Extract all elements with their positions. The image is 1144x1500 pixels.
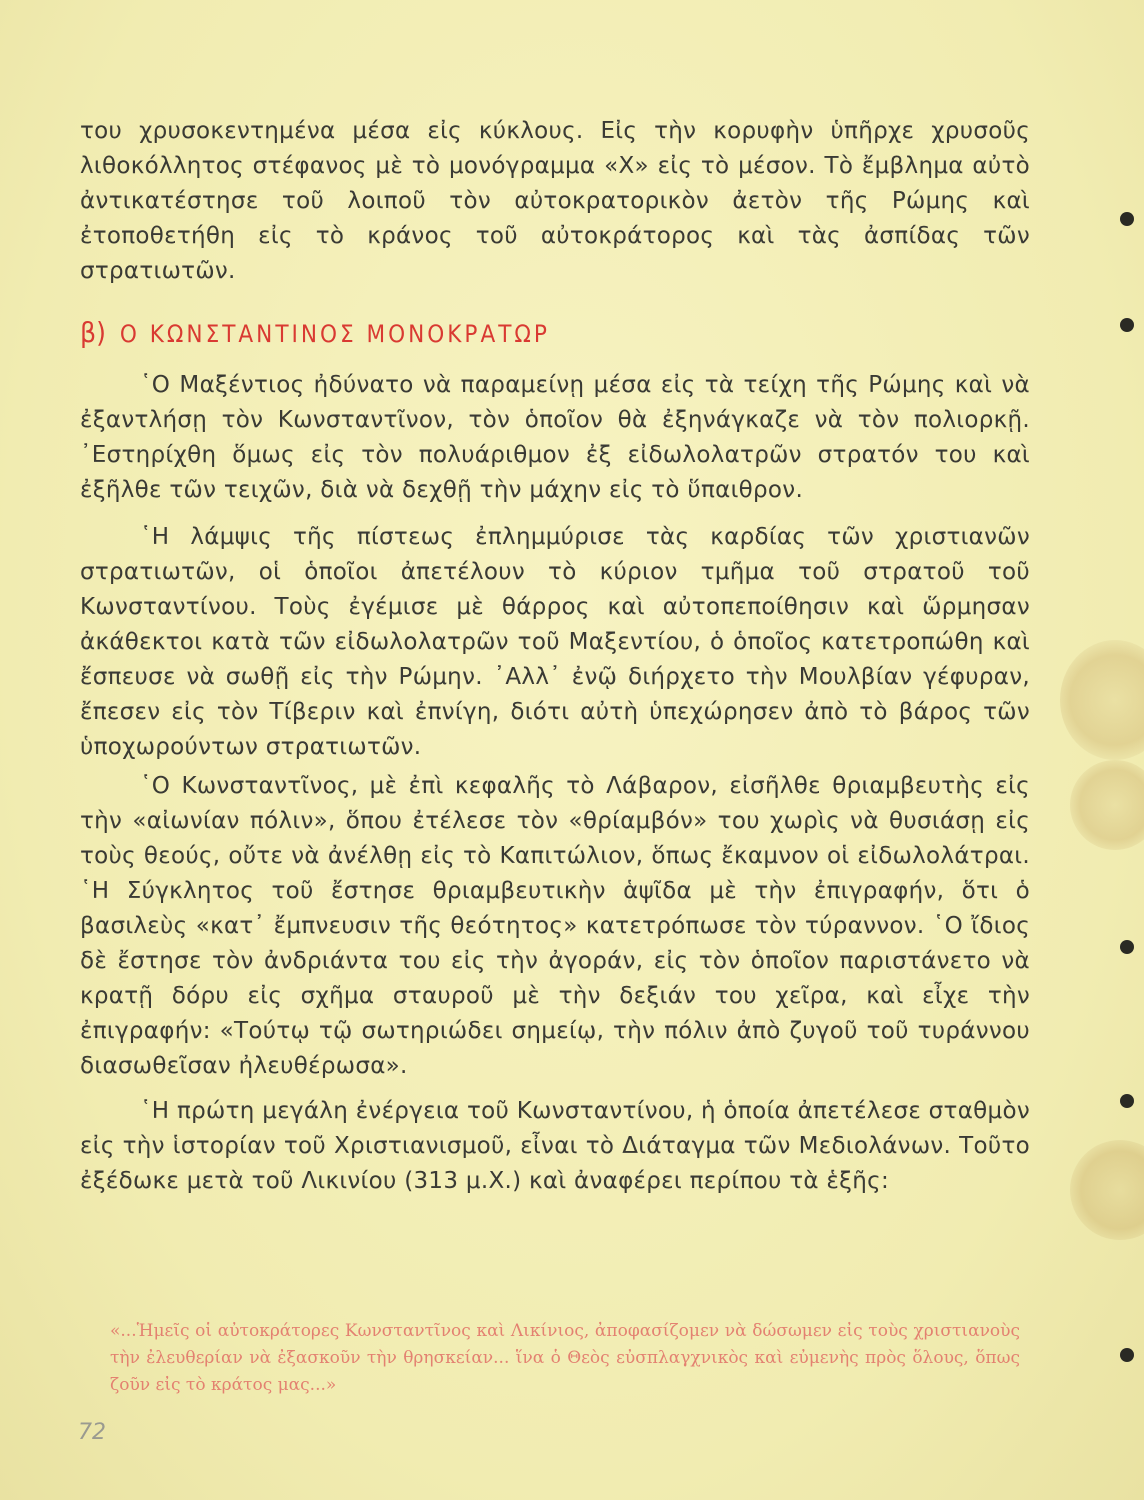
paragraph: ῾Ο Κωνσταντῖνος, μὲ ἐπὶ κεφαλῆς τὸ Λάβαρον, εἰσῆλθε θριαμβευτὴς εἰς τὴν «αἰωνίαν πόλιν», ὅπου ἐτέλεσε τὸν «θρίαμβόν» του χωρὶς νὰ θυσιάσῃ εἰς τοὺς θεούς, οὔτε νὰ ἀνέλθῃ εἰς τὸ Καπιτώλιον, ὅπως ἔκαμνον οἱ εἰδωλολάτραι. ῾Η Σύγκλητος τοῦ ἔστησε θριαμβευτικὴν ἁψῖδα μὲ τὴν ἐπιγραφήν, ὅτι ὁ βασιλεὺς «κατ᾽ ἔμπνευσιν τῆς θεότητος» κατετρόπωσε τὸν τύραννον. ῾Ο ἴδιος δὲ ἔστησε τὸν ἀνδριάντα του εἰς τὴν ἀγοράν, εἰς τὸν ὁποῖον παριστάνετο νὰ κρατῇ δόρυ εἰς σχῆμα σταυροῦ μὲ τὴν δεξιάν του χεῖρα, καὶ εἶχε τὴν ἐπιγραφήν: «Τούτῳ τῷ σωτηριώδει σημείῳ, τὴν πόλιν ἀπὸ ζυγοῦ τοῦ τυράννου διασωθεῖσαν ἠλευθέρωσα». xyxy=(80,773,1030,1079)
binding-hole xyxy=(1120,212,1134,226)
paper-stain xyxy=(1070,1140,1144,1240)
binding-hole xyxy=(1120,1094,1134,1108)
section-title: Ο ΚΩΝΣΤΑΝΤΙΝΟΣ ΜΟΝΟΚΡΑΤΩΡ xyxy=(119,320,550,348)
section-text xyxy=(80,368,1030,1199)
binding-hole xyxy=(1120,940,1134,954)
paragraph: ῾Η λάμψις τῆς πίστεως ἐπλημμύρισε τὰς καρδίας τῶν χριστιανῶν στρατιωτῶν, οἱ ὁποῖοι ἀπετέλουν τὸ κύριον τμῆμα τοῦ στρατοῦ τοῦ Κωνσταντίνου. Τοὺς ἐγέμισε μὲ θάρρος καὶ αὐτοπεποίθησιν καὶ ὥρμησαν ἀκάθεκτοι κατὰ τῶν εἰδωλολατρῶν τοῦ Μαξεντίου, ὁ ὁποῖος κατετροπώθη καὶ ἔσπευσε νὰ σωθῇ εἰς τὴν Ρώμην. ᾽Αλλ᾽ ἐνῷ διήρχετο τὴν Μουλβίαν γέφυραν, ἔπεσεν εἰς τὸν Τίβεριν καὶ ἐπνίγη, διότι αὐτὴ ὑπεχώρησεν ἀπὸ τὸ βάρος τῶν ὑποχωρούντων στρατιωτῶν. xyxy=(80,524,1030,760)
body-text-top xyxy=(80,114,1030,289)
paper-stain xyxy=(1060,640,1144,760)
binding-hole xyxy=(1120,1348,1134,1362)
section-marker: β) xyxy=(80,316,106,349)
paragraph: ῾Ο Μαξέντιος ἠδύνατο νὰ παραμείνῃ μέσα εἰς τὰ τείχη τῆς Ρώμης καὶ νὰ ἐξαντλήσῃ τὸν Κωνσταντῖνον, τὸν ὁποῖον θὰ ἐξηνάγκαζε νὰ τὸν πολιορκῇ. ᾽Εστηρίχθη ὅμως εἰς τὸν πολυάριθμον ἐξ εἰδωλολατρῶν στρατόν του καὶ ἐξῆλθε τῶν τειχῶν, διὰ νὰ δεχθῇ τὴν μάχην εἰς τὸ ὕπαιθρον. xyxy=(80,372,1030,503)
edict-quote: «...Ἡμεῖς οἱ αὐτοκράτορες Κωνσταντῖνος καὶ Λικίνιος, ἀποφασίζομεν νὰ δώσωμεν εἰς τοὺς χριστιανοὺς τὴν ἐλευθερίαν νὰ ἐξασκοῦν τὴν θρησκείαν... ἵνα ὁ Θεὸς εὐσπλαγχνικὸς καὶ εὐμενὴς πρὸς ὅλους, ὅπως ζοῦν εἰς τὸ κράτος μας...» xyxy=(110,1321,1020,1395)
paragraph: ῾Η πρώτη μεγάλη ἐνέργεια τοῦ Κωνσταντίνου, ἡ ὁποία ἀπετέλεσε σταθμὸν εἰς τὴν ἱστορίαν τοῦ Χριστιανισμοῦ, εἶναι τὸ Διάταγμα τῶν Μεδιολάνων. Τοῦτο ἐξέδωκε μετὰ τοῦ Λικινίου (313 μ.Χ.) καὶ ἀναφέρει περίπου τὰ ἑξῆς: xyxy=(80,1098,1030,1194)
paper-stain xyxy=(1070,760,1144,850)
binding-hole xyxy=(1120,318,1134,332)
paragraph: του χρυσοκεντημένα μέσα εἰς κύκλους. Εἰς τὴν κορυφὴν ὑπῆρχε χρυσοῦς λιθοκόλλητος στέφανος μὲ τὸ μονόγραμμα «Χ» εἰς τὸ μέσον. Τὸ ἔμβλημα αὐτὸ ἀντικατέστησε τοῦ λοιποῦ τὸν αὐτοκρατορικὸν ἀετὸν τῆς Ρώμης καὶ ἐτοποθετήθη εἰς τὸ κράνος τοῦ αὐτοκράτορος καὶ τὰς ἀσπίδας τῶν στρατιωτῶν. xyxy=(80,118,1030,284)
page-number: 72 xyxy=(78,1420,106,1445)
section-heading xyxy=(80,316,550,349)
